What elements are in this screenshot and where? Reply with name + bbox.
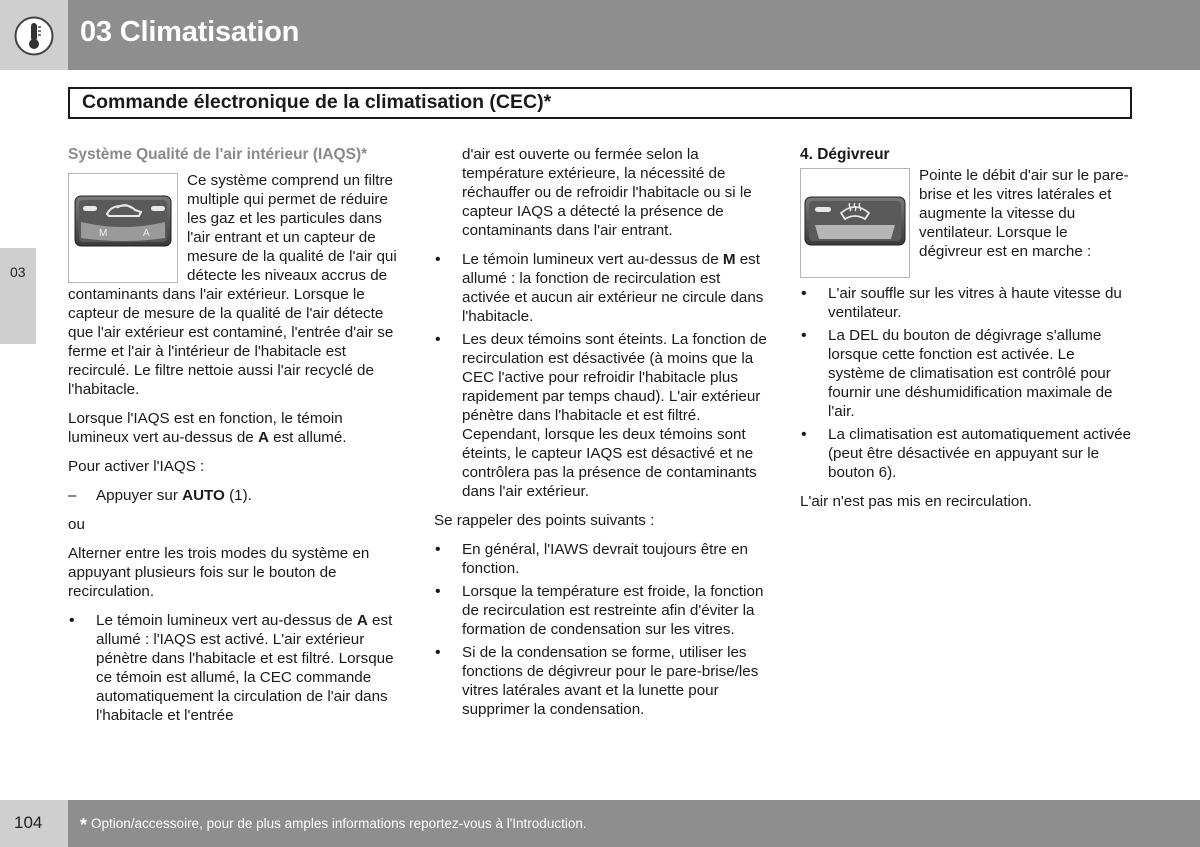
remember-bullet-2: • Lorsque la température est froide, la fonction de recirculation est restreinte afin d'éviter la formation de condensation sur les vitres.	[434, 582, 768, 639]
windshield-defrost-icon	[801, 169, 909, 277]
iaqs-paragraph-2: Lorsque l'IAQS est en fonction, le témoin lumineux vert au-dessus de A est allumé.	[68, 410, 347, 446]
iaqs-paragraph-1: Ce système comprend un filtre multiple qui permet de réduire les gaz et les particules dans l'air entrant et un capteur de mesure de la qualité de l'air qui détecte les niveaux accrus de contaminants dans l'air extérieur. Lorsque le capteur de mesure de la qualité de l'air détecte que l'air extérieur est contaminé, l'entrée d'air se ferme et l'air à l'intérieur de l'habitacle est recirculé. Le filtre nettoie aussi l'air recyclé de l'habitacle.	[68, 172, 397, 398]
figure-label-m: M	[99, 228, 108, 239]
remember-bullet-1: • En général, l'IAWS devrait toujours être en fonction.	[434, 540, 768, 578]
recirc-bullet-list	[434, 250, 768, 501]
side-tab-label: 03	[10, 264, 26, 280]
iaqs-heading: Système Qualité de l'air intérieur (IAQS)*	[68, 146, 368, 163]
iaqs-paragraph-3: Pour activer l'IAQS :	[68, 458, 205, 475]
iaqs-or: ou	[68, 516, 85, 533]
iaqs-step: – Appuyer sur AUTO (1).	[68, 486, 400, 505]
chapter-side-tab	[0, 248, 36, 344]
footnote-text: Option/accessoire, pour de plus amples informations reportez-vous à l'Introduction.	[91, 816, 587, 831]
iaqs-step-list	[68, 486, 400, 505]
defroster-paragraph-1: Pointe le débit d'air sur le pare-brise et les vitres latérales et augmente la vitesse du ventilateur. Lorsque le dégivreur est en marche :	[919, 167, 1129, 260]
footnote-star: *	[80, 815, 88, 835]
defroster-bullet-2: • La DEL du bouton de dégivrage s'allume lorsque cette fonction est activée. Le système de climatisation est contrôlé pour fournir une déshumidification maximale de l'air.	[800, 326, 1133, 421]
defroster-bullet-1: • L'air souffle sur les vitres à haute vitesse du ventilateur.	[800, 284, 1133, 322]
recirc-bullet-1: • Le témoin lumineux vert au-dessus de M est allumé : la fonction de recirculation est activée et aucun air extérieur ne circule dans l'habitacle.	[434, 250, 768, 326]
iaqs-button-figure	[68, 173, 178, 283]
column-3	[800, 145, 1133, 521]
defroster-bullet-3: • La climatisation est automatiquement activée (peut être désactivée en appuyant sur le bouton 6).	[800, 425, 1133, 482]
iaqs-bullet-list	[68, 611, 400, 725]
recirc-bullet-2: • Les deux témoins sont éteints. La fonction de recirculation est désactivée (à moins que la CEC l'active pour refroidir l'habitacle plus rapidement par temps chaud). L'air extérieur pénètre dans l'habitacle et est filtré. Cependant, lorsque les deux témoins sont éteints, le capteur IAQS est désactivé et ne contrôlera pas la présence de contaminants dans l'air extérieur.	[434, 330, 768, 501]
section-title-box	[68, 87, 1132, 119]
figure-label-a: A	[143, 228, 150, 239]
column-1	[68, 145, 400, 735]
column-2	[434, 145, 768, 729]
defroster-button-figure	[800, 168, 910, 278]
remember-paragraph: Se rappeler des points suivants :	[434, 512, 655, 529]
recirculation-car-icon	[69, 174, 177, 282]
defroster-paragraph-2: L'air n'est pas mis en recirculation.	[800, 493, 1033, 510]
page-number: 104	[14, 813, 43, 832]
iaqs-paragraph-5: Alterner entre les trois modes du système en appuyant plusieurs fois sur le bouton de recirculation.	[68, 545, 370, 600]
continuation-text: d'air est ouverte ou fermée selon la température extérieure, la nécessité de réchauffer ou de refroidir l'habitacle ou si le capteur IAQS a détecté la présence de contaminants dans l'air entrant.	[462, 146, 752, 239]
thermometer-icon	[14, 16, 54, 56]
section-title: Commande électronique de la climatisation (CEC)*	[82, 91, 552, 113]
defroster-heading: 4. Dégivreur	[800, 146, 890, 163]
remember-bullet-3: • Si de la condensation se forme, utiliser les fonctions de dégivreur pour le pare-brise/les vitres latérales avant et la lunette pour supprimer la condensation.	[434, 643, 768, 719]
chapter-title: 03 Climatisation	[80, 16, 300, 48]
defroster-bullet-list	[800, 284, 1133, 482]
iaqs-bullet-1: • Le témoin lumineux vert au-dessus de A est allumé : l'IAQS est activé. L'air extérieur pénètre dans l'habitacle et est filtré. Lorsque ce témoin est allumé, la CEC commande automatiquement la circulation de l'air dans l'habitacle et l'entrée	[68, 611, 400, 725]
remember-bullet-list	[434, 540, 768, 719]
footnote	[80, 815, 587, 836]
